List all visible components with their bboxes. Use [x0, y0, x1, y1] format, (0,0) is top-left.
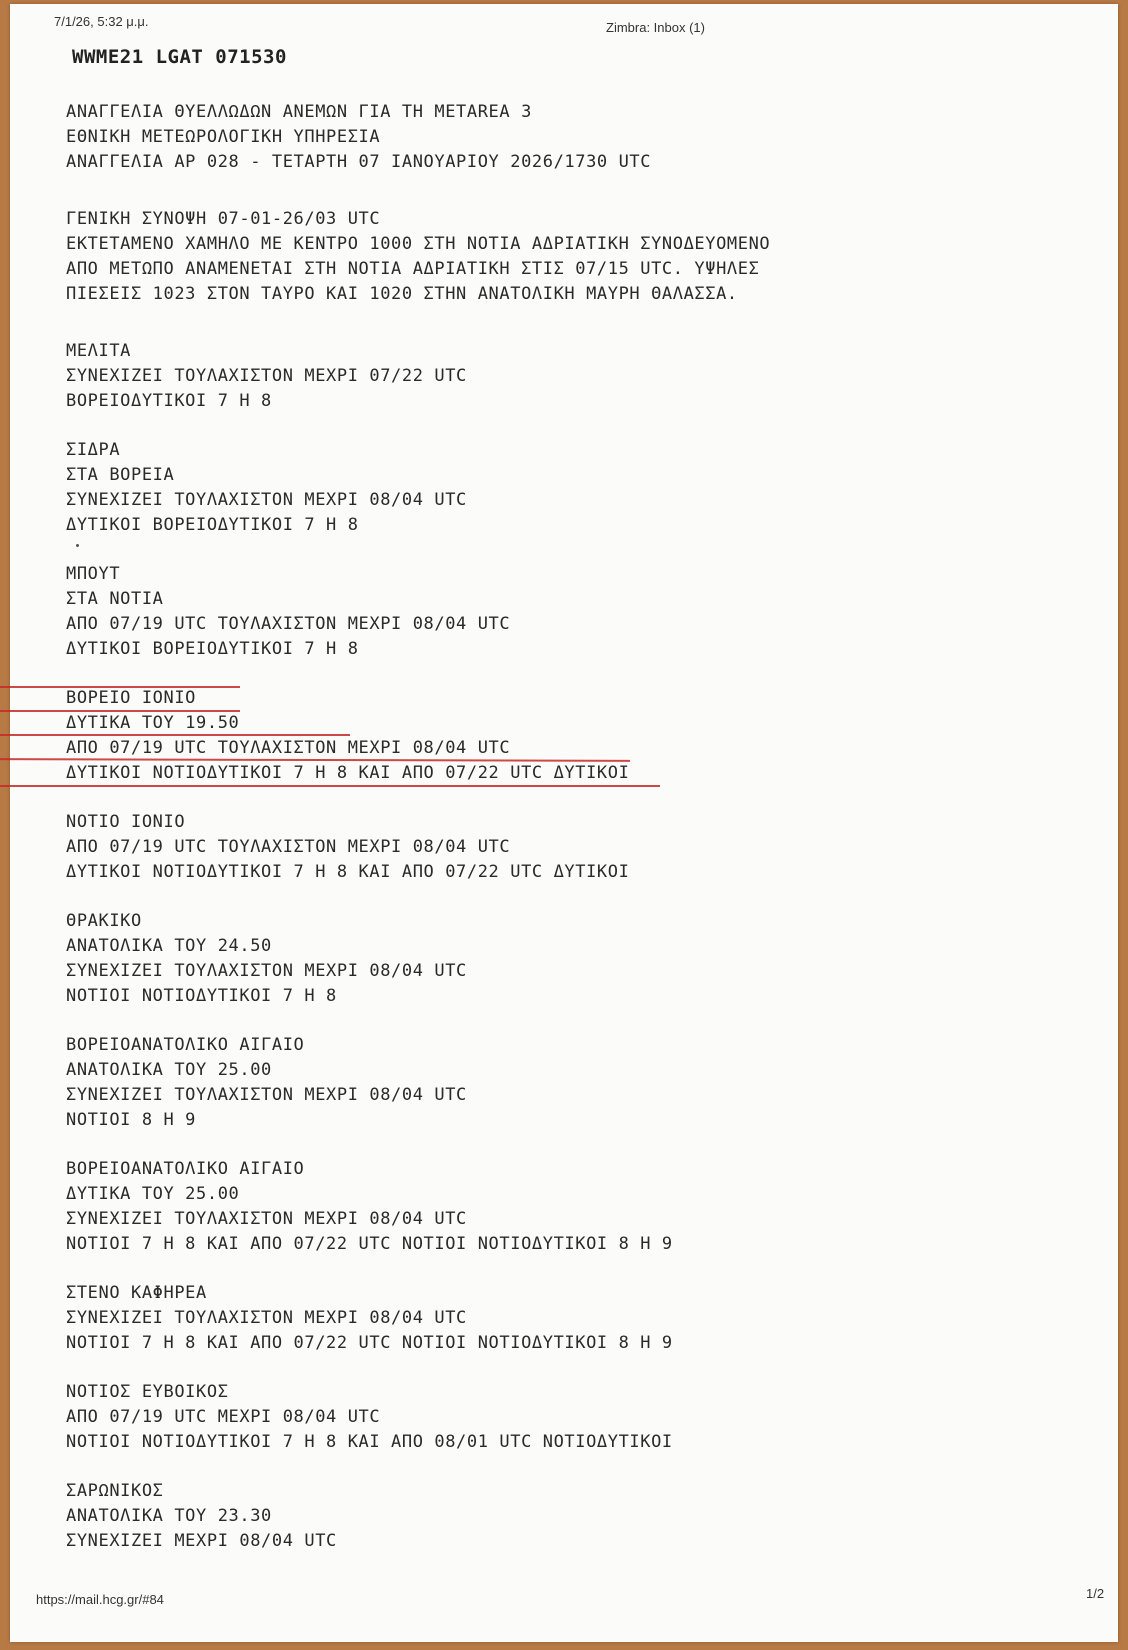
synopsis-heading: ΓΕΝΙΚΗ ΣΥΝΟΨΗ 07-01-26/03 UTC	[66, 209, 381, 229]
bulletin-service: ΕΘΝΙΚΗ ΜΕΤΕΩΡΟΛΟΓΙΚΗ ΥΠΗΡΕΣΙΑ	[66, 127, 381, 147]
area-line: ΔΥΤΙΚΟΙ ΒΟΡΕΙΟΔΥΤΙΚΟΙ 7 Η 8	[66, 515, 359, 535]
area-block	[66, 438, 1066, 538]
intro-block	[66, 100, 1066, 175]
area-block	[66, 1033, 1066, 1133]
area-line: ΝΟΤΙΟΙ 7 Η 8 ΚΑΙ ΑΠΟ 07/22 UTC ΝΟΤΙΟΙ ΝΟΤΙΟΔΥΤΙΚΟΙ 8 Η 9	[66, 1333, 673, 1353]
red-pen-underline	[0, 710, 240, 712]
area-block	[66, 1479, 1066, 1554]
area-line: ΑΠΟ 07/19 UTC ΤΟΥΛΑΧΙΣΤΟΝ ΜΕΧΡΙ 08/04 UTC	[66, 837, 511, 857]
area-name: ΜΕΛΙΤΑ	[66, 341, 132, 361]
area-line: ΒΟΡΕΙΟΔΥΤΙΚΟΙ 7 Η 8	[66, 391, 272, 411]
area-line: ΣΥΝΕΧΙΖΕΙ ΤΟΥΛΑΧΙΣΤΟΝ ΜΕΧΡΙ 08/04 UTC	[66, 1209, 467, 1229]
page-number: 1/2	[1086, 1586, 1105, 1601]
area-line: ΣΥΝΕΧΙΖΕΙ ΤΟΥΛΑΧΙΣΤΟΝ ΜΕΧΡΙ 08/04 UTC	[66, 1085, 467, 1105]
print-url: https://mail.hcg.gr/#84	[36, 1592, 164, 1607]
area-line: ΣΥΝΕΧΙΖΕΙ ΜΕΧΡΙ 08/04 UTC	[66, 1531, 337, 1551]
area-line: ΝΟΤΙΟΙ ΝΟΤΙΟΔΥΤΙΚΟΙ 7 Η 8 ΚΑΙ ΑΠΟ 08/01 UTC ΝΟΤΙΟΔΥΤΙΚΟΙ	[66, 1432, 673, 1452]
red-pen-underline	[0, 686, 240, 688]
area-block	[66, 810, 1066, 885]
area-line: ΝΟΤΙΟΙ 8 Η 9	[66, 1110, 197, 1130]
print-datetime: 7/1/26, 5:32 μ.μ.	[54, 14, 149, 29]
area-block	[66, 1380, 1066, 1455]
red-pen-underline	[0, 785, 660, 787]
area-line: ΑΠΟ 07/19 UTC ΤΟΥΛΑΧΙΣΤΟΝ ΜΕΧΡΙ 08/04 UTC	[66, 738, 511, 758]
area-line: ΑΝΑΤΟΛΙΚΑ ΤΟΥ 24.50	[66, 936, 272, 956]
printed-page	[10, 4, 1118, 1642]
message-id: WWME21 LGAT 071530	[72, 46, 287, 68]
area-name: ΝΟΤΙΟΣ ΕΥΒΟΙΚΟΣ	[66, 1382, 229, 1402]
area-block	[66, 1281, 1066, 1356]
area-name: ΒΟΡΕΙΟ ΙΟΝΙΟ	[66, 688, 197, 708]
area-line: ΣΥΝΕΧΙΖΕΙ ΤΟΥΛΑΧΙΣΤΟΝ ΜΕΧΡΙ 07/22 UTC	[66, 366, 467, 386]
area-line: ΔΥΤΙΚΟΙ ΝΟΤΙΟΔΥΤΙΚΟΙ 7 Η 8 ΚΑΙ ΑΠΟ 07/22 UTC ΔΥΤΙΚΟΙ	[66, 763, 630, 783]
synopsis-line: ΕΚΤΕΤΑΜΕΝΟ ΧΑΜΗΛΟ ΜΕ ΚΕΝΤΡΟ 1000 ΣΤΗ ΝΟΤΙΑ ΑΔΡΙΑΤΙΚΗ ΣΥΝΟΔΕΥΟΜΕΝΟ	[66, 234, 771, 254]
synopsis-line: ΠΙΕΣΕΙΣ 1023 ΣΤΟΝ ΤΑΥΡΟ ΚΑΙ 1020 ΣΤΗΝ ΑΝΑΤΟΛΙΚΗ ΜΑΥΡΗ ΘΑΛΑΣΣΑ.	[66, 284, 738, 304]
area-line: ΑΝΑΤΟΛΙΚΑ ΤΟΥ 25.00	[66, 1060, 272, 1080]
area-name: ΒΟΡΕΙΟΑΝΑΤΟΛΙΚΟ ΑΙΓΑΙΟ	[66, 1159, 305, 1179]
forecast-content	[66, 100, 1066, 1578]
area-block-highlighted	[66, 686, 1066, 786]
area-line: ΣΤΑ ΒΟΡΕΙΑ	[66, 465, 175, 485]
area-name: ΣΤΕΝΟ ΚΑΦΗΡΕΑ	[66, 1283, 207, 1303]
area-line: ΝΟΤΙΟΙ 7 Η 8 ΚΑΙ ΑΠΟ 07/22 UTC ΝΟΤΙΟΙ ΝΟΤΙΟΔΥΤΙΚΟΙ 8 Η 9	[66, 1234, 673, 1254]
area-line: ΣΥΝΕΧΙΖΕΙ ΤΟΥΛΑΧΙΣΤΟΝ ΜΕΧΡΙ 08/04 UTC	[66, 490, 467, 510]
bulletin-number: ΑΝΑΓΓΕΛΙΑ ΑΡ 028 - ΤΕΤΑΡΤΗ 07 ΙΑΝΟΥΑΡΙΟΥ 2026/1730 UTC	[66, 152, 652, 172]
area-line: ΑΠΟ 07/19 UTC ΤΟΥΛΑΧΙΣΤΟΝ ΜΕΧΡΙ 08/04 UTC	[66, 614, 511, 634]
red-pen-underline	[0, 734, 350, 736]
area-line: ΑΝΑΤΟΛΙΚΑ ΤΟΥ 23.30	[66, 1506, 272, 1526]
area-block	[66, 909, 1066, 1009]
area-name: ΣΙΔΡΑ	[66, 440, 121, 460]
area-line: ΔΥΤΙΚΑ ΤΟΥ 19.50	[66, 713, 240, 733]
synopsis-line: ΑΠΟ ΜΕΤΩΠΟ ΑΝΑΜΕΝΕΤΑΙ ΣΤΗ ΝΟΤΙΑ ΑΔΡΙΑΤΙΚΗ ΣΤΙΣ 07/15 UTC. ΥΨΗΛΕΣ	[66, 259, 760, 279]
area-line: ΔΥΤΙΚΟΙ ΝΟΤΙΟΔΥΤΙΚΟΙ 7 Η 8 ΚΑΙ ΑΠΟ 07/22 UTC ΔΥΤΙΚΟΙ	[66, 862, 630, 882]
area-line: ΝΟΤΙΟΙ ΝΟΤΙΟΔΥΤΙΚΟΙ 7 Η 8	[66, 986, 337, 1006]
area-block	[66, 562, 1066, 662]
area-name: ΘΡΑΚΙΚΟ	[66, 911, 142, 931]
synopsis-block	[66, 207, 1066, 307]
area-name: ΣΑΡΩΝΙΚΟΣ	[66, 1481, 164, 1501]
area-name: ΒΟΡΕΙΟΑΝΑΤΟΛΙΚΟ ΑΙΓΑΙΟ	[66, 1035, 305, 1055]
area-line: ΣΤΑ ΝΟΤΙΑ	[66, 589, 164, 609]
area-line: ΔΥΤΙΚΑ ΤΟΥ 25.00	[66, 1184, 240, 1204]
area-block	[66, 1157, 1066, 1257]
area-line: ΔΥΤΙΚΟΙ ΒΟΡΕΙΟΔΥΤΙΚΟΙ 7 Η 8	[66, 639, 359, 659]
area-line: ΣΥΝΕΧΙΖΕΙ ΤΟΥΛΑΧΙΣΤΟΝ ΜΕΧΡΙ 08/04 UTC	[66, 961, 467, 981]
stray-dot	[76, 544, 79, 547]
area-line: ΑΠΟ 07/19 UTC ΜΕΧΡΙ 08/04 UTC	[66, 1407, 381, 1427]
print-mail-title: Zimbra: Inbox (1)	[606, 20, 705, 35]
bulletin-title: ΑΝΑΓΓΕΛΙΑ ΘΥΕΛΛΩΔΩΝ ΑΝΕΜΩΝ ΓΙΑ ΤΗ METAREA 3	[66, 102, 532, 122]
area-block	[66, 339, 1066, 414]
area-line: ΣΥΝΕΧΙΖΕΙ ΤΟΥΛΑΧΙΣΤΟΝ ΜΕΧΡΙ 08/04 UTC	[66, 1308, 467, 1328]
area-name: ΝΟΤΙΟ ΙΟΝΙΟ	[66, 812, 186, 832]
area-name: ΜΠΟΥΤ	[66, 564, 121, 584]
